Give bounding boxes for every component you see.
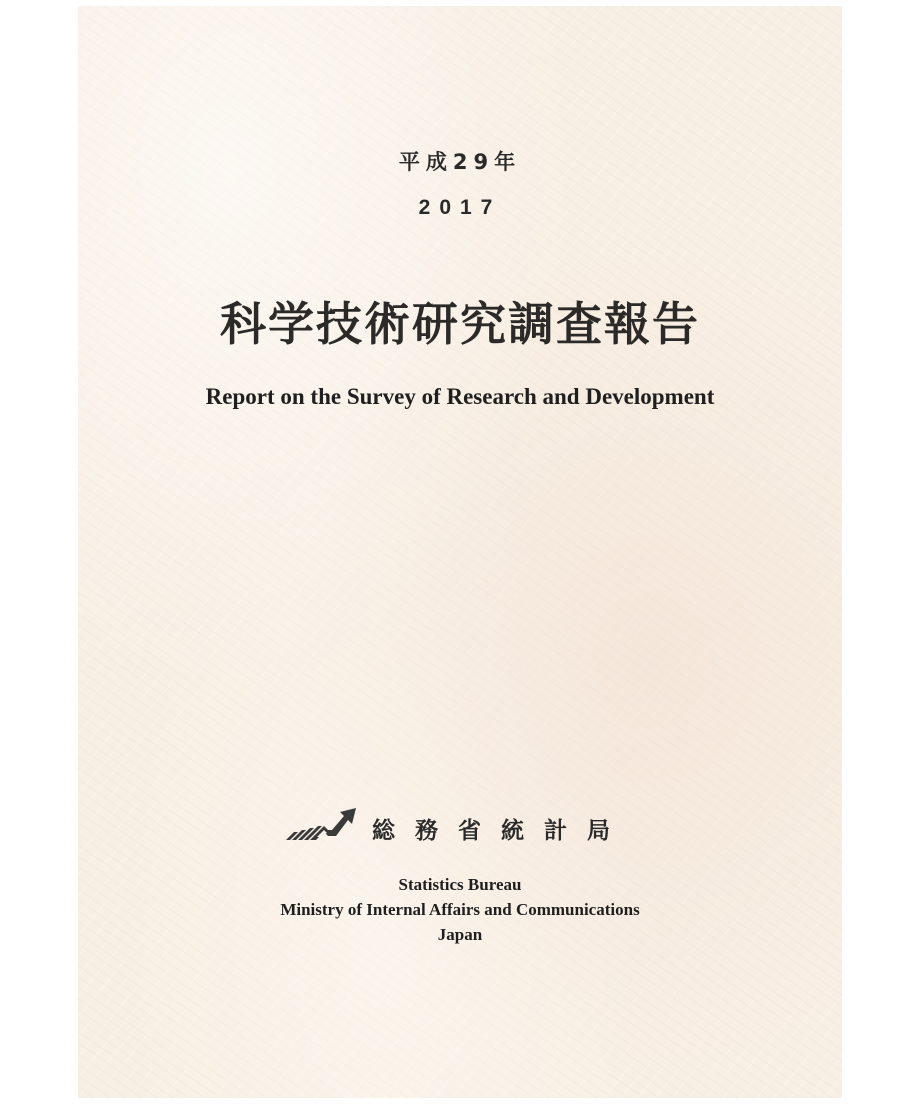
organization-name-english bbox=[0, 872, 920, 947]
title-japanese: 科学技術研究調査報告 bbox=[220, 297, 700, 351]
title-english: Report on the Survey of Research and Development bbox=[205, 384, 715, 409]
statistics-bureau-logo-icon bbox=[284, 806, 364, 846]
organization-row bbox=[284, 804, 644, 852]
ministry-name: Ministry of Internal Affairs and Communications bbox=[280, 900, 640, 919]
year: 2017 bbox=[418, 196, 502, 219]
era-year: 平成29年 bbox=[398, 150, 522, 174]
organization-name-japanese: 総務省統計局 bbox=[372, 818, 630, 844]
country-name: Japan bbox=[437, 925, 483, 944]
bureau-name: Statistics Bureau bbox=[398, 875, 522, 894]
